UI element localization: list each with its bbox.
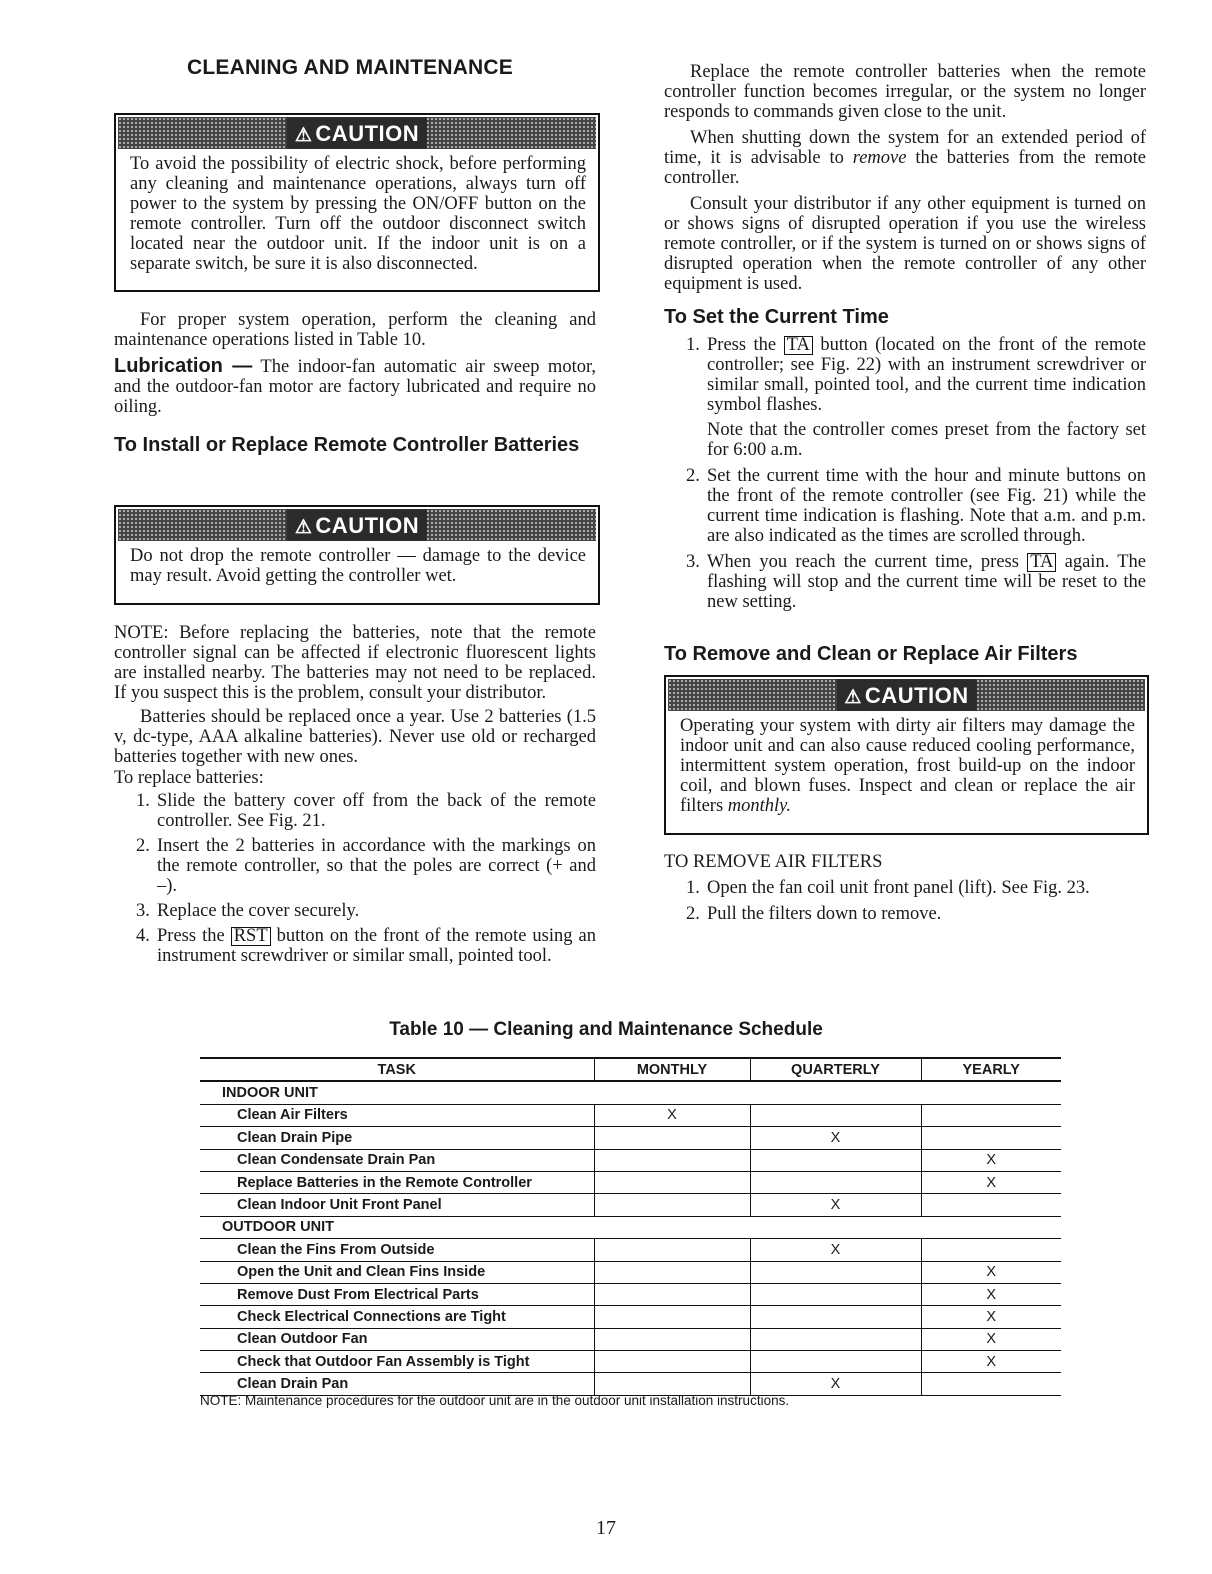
cell-quarterly xyxy=(750,1328,921,1350)
cell-monthly xyxy=(594,1127,750,1149)
cell-monthly xyxy=(594,1171,750,1193)
battery-instructions xyxy=(114,623,596,966)
cell-quarterly xyxy=(750,1351,921,1373)
cell-monthly xyxy=(594,1194,750,1216)
replace-batteries-paragraph: Replace the remote controller batteries when the remote controller function becomes irregular, or the system no longer responds to commands given close to the unit. xyxy=(664,62,1146,122)
cell-quarterly xyxy=(750,1283,921,1305)
cell-task: Open the Unit and Clean Fins Inside xyxy=(200,1261,594,1283)
caution-text: Operating your system with dirty air filters may damage the indoor unit and can also cause reduced cooling performance, intermittent system operation, frost build-up on the indoor coil, and blown fuses. Inspect and clean or replace the air filters monthly. xyxy=(680,716,1135,816)
cell-task: Clean Outdoor Fan xyxy=(200,1328,594,1350)
cell-quarterly: X xyxy=(750,1373,921,1395)
header-task: TASK xyxy=(200,1058,594,1081)
intro-paragraph: For proper system operation, perform the cleaning and maintenance operations listed in Table 10. Lubrication — The indoor-fan automatic air sweep motor, and the outdoor-fan motor are factory lubricated and require no oiling. xyxy=(114,310,596,417)
set-time-heading: To Set the Current Time xyxy=(664,306,889,328)
list-item: 1. Slide the battery cover off from the back of the remote controller. See Fig. 21. xyxy=(136,791,596,831)
cell-task: Remove Dust From Electrical Parts xyxy=(200,1283,594,1305)
cell-task: Replace Batteries in the Remote Controller xyxy=(200,1171,594,1193)
cell-yearly: X xyxy=(921,1171,1061,1193)
caution-label: CAUTION xyxy=(315,121,420,146)
table-row xyxy=(200,1149,1061,1171)
list-item: 2. Insert the 2 batteries in accordance with the markings on the remote controller, so that the poles are correct (+ and –). xyxy=(136,836,596,896)
cell-monthly xyxy=(594,1306,750,1328)
list-item: 4. Press the RST button on the front of the remote using an instrument screwdriver or similar small, pointed tool. xyxy=(136,926,596,966)
list-item: 1. Press the TA button (located on the front of the remote controller; see Fig. 22) with an instrument screwdriver or similar small, pointed tool, and the current time indication symbol flashes. Note that the controller comes preset from the factory set for 6:00 a.m. xyxy=(686,335,1146,460)
cell-quarterly xyxy=(750,1306,921,1328)
table-row xyxy=(200,1261,1061,1283)
to-replace-label: To replace batteries: xyxy=(114,768,264,788)
table-body xyxy=(200,1081,1061,1395)
caution-box-air-filters xyxy=(664,675,1149,835)
cell-task: Clean Drain Pan xyxy=(200,1373,594,1395)
cell-monthly: X xyxy=(594,1104,750,1126)
cell-yearly xyxy=(921,1194,1061,1216)
table-row xyxy=(200,1239,1061,1261)
cell-yearly xyxy=(921,1104,1061,1126)
cell-task: Clean the Fins From Outside xyxy=(200,1239,594,1261)
table-row xyxy=(200,1171,1061,1193)
cell-monthly xyxy=(594,1328,750,1350)
lubrication-title: Lubrication — xyxy=(114,355,253,377)
air-filters-heading: To Remove and Clean or Replace Air Filters xyxy=(664,643,1078,665)
cell-quarterly xyxy=(750,1104,921,1126)
cell-yearly xyxy=(921,1373,1061,1395)
warning-triangle-icon: ⚠ xyxy=(294,517,313,538)
replace-steps xyxy=(114,791,596,966)
caution-header xyxy=(118,509,596,541)
cell-task: Clean Indoor Unit Front Panel xyxy=(200,1194,594,1216)
remove-filters-title: TO REMOVE AIR FILTERS xyxy=(664,852,883,872)
table-row xyxy=(200,1127,1061,1149)
caution-text: Do not drop the remote controller — damage to the device may result. Avoid getting the controller wet. xyxy=(130,546,586,586)
table-row xyxy=(200,1194,1061,1216)
cell-quarterly xyxy=(750,1171,921,1193)
right-column xyxy=(664,62,1146,294)
cell-yearly: X xyxy=(921,1351,1061,1373)
cell-yearly: X xyxy=(921,1149,1061,1171)
note-paragraph: NOTE: Before replacing the batteries, note that the remote controller signal can be affected if electronic fluorescent lights are installed nearby. The batteries may not need to be replaced. If you suspect this is the problem, consult your distributor. xyxy=(114,623,596,703)
table-title: Table 10 — Cleaning and Maintenance Schedule xyxy=(389,1019,823,1040)
caution-box-electric-shock xyxy=(114,113,600,292)
table-row xyxy=(200,1104,1061,1126)
left-column xyxy=(114,58,596,78)
cell-yearly: X xyxy=(921,1306,1061,1328)
cell-monthly xyxy=(594,1351,750,1373)
batteries-heading: To Install or Replace Remote Controller Batteries xyxy=(114,434,580,456)
consult-paragraph: Consult your distributor if any other equipment is turned on or shows signs of disrupted operation if you use the wireless remote controller, or if the system is turned on or shows signs of disrupted operation when the remote controller of any other equipment is used. xyxy=(664,194,1146,294)
table-header-row xyxy=(200,1058,1061,1081)
lubrication-paragraph: Lubrication — The indoor-fan automatic air sweep motor, and the outdoor-fan motor are factory lubricated and require no oiling. xyxy=(114,355,596,417)
cell-task: Check Electrical Connections are Tight xyxy=(200,1306,594,1328)
warning-triangle-icon: ⚠ xyxy=(294,125,313,146)
caution-label: CAUTION xyxy=(315,513,420,538)
ta-key: TA xyxy=(1027,553,1056,572)
cell-yearly xyxy=(921,1239,1061,1261)
table-row xyxy=(200,1373,1061,1395)
caution-box-remote-controller xyxy=(114,505,600,605)
cell-task: Clean Air Filters xyxy=(200,1104,594,1126)
cell-task: Clean Drain Pipe xyxy=(200,1127,594,1149)
header-quarterly: QUARTERLY xyxy=(750,1058,921,1081)
page-heading: CLEANING AND MAINTENANCE xyxy=(186,56,513,79)
table-note: NOTE: Maintenance procedures for the outdoor unit are in the outdoor unit installation instructions. xyxy=(200,1393,790,1408)
page-number: 17 xyxy=(596,1517,616,1539)
list-item: 2. Pull the filters down to remove. xyxy=(686,904,942,924)
table-row xyxy=(200,1283,1061,1305)
caution-label: CAUTION xyxy=(864,683,969,708)
cell-task: Clean Condensate Drain Pan xyxy=(200,1149,594,1171)
caution-text: To avoid the possibility of electric shock, before performing any cleaning and maintenance operations, always turn off power to the system by pressing the ON/OFF button on the remote controller. Turn off the outdoor disconnect switch located near the outdoor unit. If the indoor unit is on a separate switch, be sure it is also disconnected. xyxy=(130,154,586,274)
cell-monthly xyxy=(594,1373,750,1395)
section-label: OUTDOOR UNIT xyxy=(200,1216,1061,1238)
cell-monthly xyxy=(594,1261,750,1283)
cell-yearly: X xyxy=(921,1261,1061,1283)
cell-quarterly xyxy=(750,1261,921,1283)
list-item: 3. When you reach the current time, press TA again. The flashing will stop and the current time will be reset to the new setting. xyxy=(686,552,1146,612)
cell-quarterly: X xyxy=(750,1127,921,1149)
rst-key: RST xyxy=(231,927,271,946)
table-row xyxy=(200,1351,1061,1373)
table-row xyxy=(200,1306,1061,1328)
table-section-row xyxy=(200,1216,1061,1238)
caution-header xyxy=(668,679,1145,711)
shutdown-paragraph: When shutting down the system for an extended period of time, it is advisable to remove the batteries from the remote controller. xyxy=(664,128,1146,188)
cell-quarterly: X xyxy=(750,1194,921,1216)
maintenance-schedule-table xyxy=(200,1057,1061,1396)
list-item: 3. Replace the cover securely. xyxy=(136,901,360,921)
caution-header xyxy=(118,117,596,149)
table-row xyxy=(200,1328,1061,1350)
section-label: INDOOR UNIT xyxy=(200,1081,1061,1104)
warning-triangle-icon: ⚠ xyxy=(844,687,862,708)
cell-task: Check that Outdoor Fan Assembly is Tight xyxy=(200,1351,594,1373)
list-item: 2. Set the current time with the hour and minute buttons on the front of the remote controller (see Fig. 21) while the current time indication is flashing. Note that a.m. and p.m. are also indicated as the times are scrolled through. xyxy=(686,466,1146,546)
cell-monthly xyxy=(594,1149,750,1171)
table-section-row xyxy=(200,1081,1061,1104)
set-time-steps xyxy=(664,335,1146,612)
cell-yearly xyxy=(921,1127,1061,1149)
cell-monthly xyxy=(594,1283,750,1305)
list-item: 1. Open the fan coil unit front panel (lift). See Fig. 23. xyxy=(686,878,1090,898)
header-yearly: YEARLY xyxy=(921,1058,1061,1081)
ta-key: TA xyxy=(784,336,813,355)
cell-monthly xyxy=(594,1239,750,1261)
batteries-paragraph: Batteries should be replaced once a year. Use 2 batteries (1.5 v, dc-type, AAA alkaline batteries). Never use old or recharged batteries together with new ones. xyxy=(114,707,596,767)
header-monthly: MONTHLY xyxy=(594,1058,750,1081)
cell-yearly: X xyxy=(921,1328,1061,1350)
cell-quarterly xyxy=(750,1149,921,1171)
cell-quarterly: X xyxy=(750,1239,921,1261)
remove-filters-section xyxy=(664,852,1146,924)
cell-yearly: X xyxy=(921,1283,1061,1305)
